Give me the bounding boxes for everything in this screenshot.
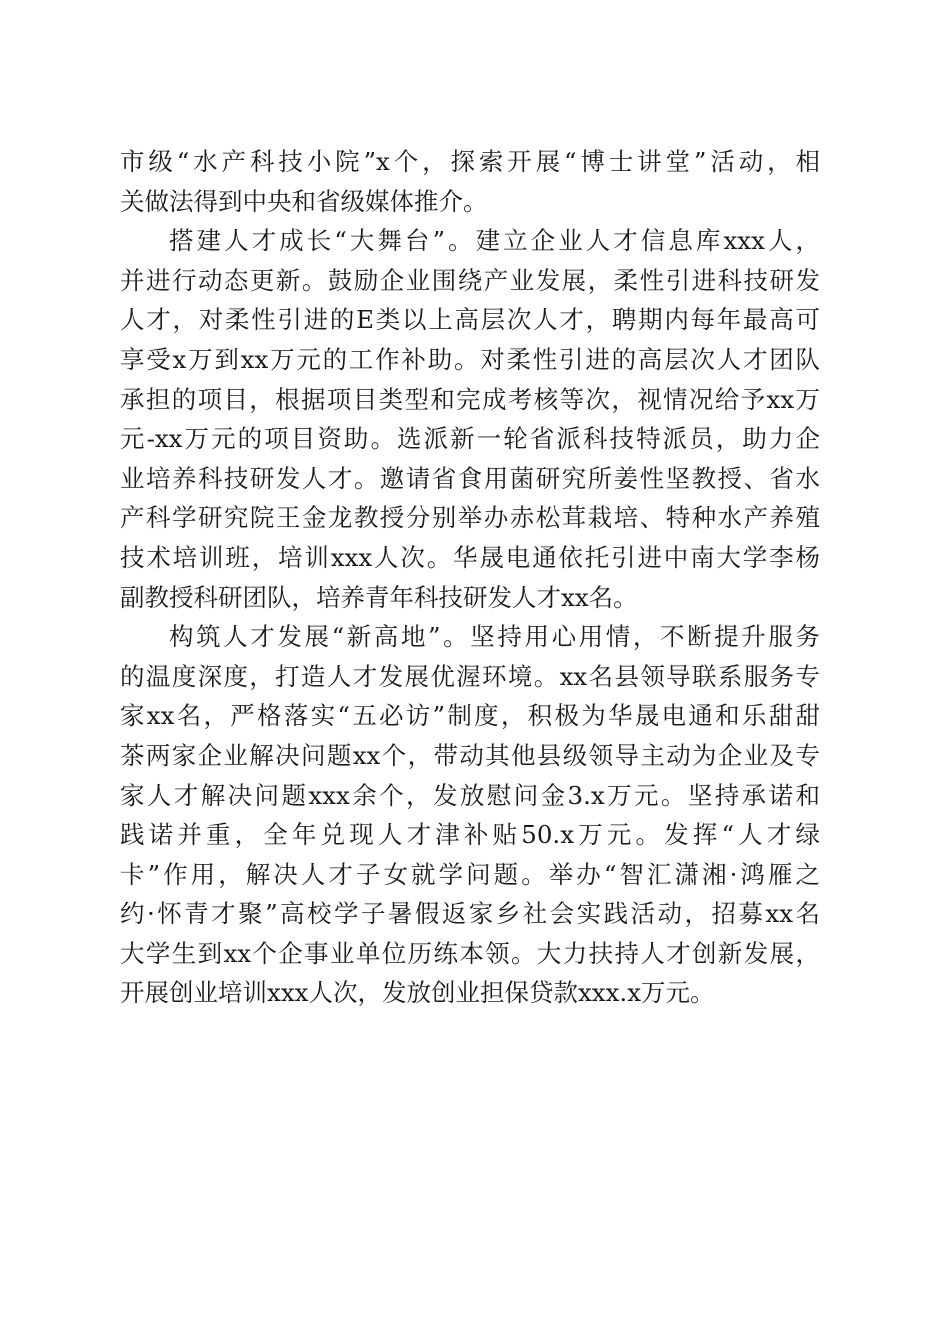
text-line: 的温度深度，打造人才发展优渥环境。xx名县领导联系服务专	[120, 661, 820, 691]
text-line: 开展创业培训xxx人次，发放创业担保贷款xxx.x万元。	[120, 978, 715, 1008]
text-line: 产科学研究院王金龙教授分别举办赤松茸栽培、特种水产养殖	[120, 503, 820, 533]
text-line: 市级“水产科技小院”x个，探索开展“博士讲堂”活动，相	[120, 147, 820, 176]
document-body	[120, 142, 820, 1013]
text-line: 构筑人才发展“新高地”。坚持用心用情，不断提升服务	[169, 622, 820, 652]
text-line: 家xx名，严格落实“五必访”制度，积极为华晟电通和乐甜甜	[120, 701, 820, 731]
text-line: 约·怀青才聚”高校学子暑假返家乡社会实践活动，招募xx名	[120, 899, 820, 929]
text-line: 践诺并重，全年兑现人才津补贴50.x万元。发挥“人才绿	[120, 820, 820, 850]
text-line: 卡”作用，解决人才子女就学问题。举办“智汇潇湘·鸿雁之	[120, 859, 820, 889]
text-line: 人才，对柔性引进的E类以上高层次人才，聘期内每年最高可	[120, 305, 820, 335]
text-line: 副教授科研团队，培养青年科技研发人才xx名。	[120, 582, 638, 612]
paragraph-3	[120, 617, 820, 1013]
text-line: 关做法得到中央和省级媒体推介。	[120, 186, 488, 216]
text-line: 家人才解决问题xxx余个，发放慰问金3.x万元。坚持承诺和	[120, 780, 820, 810]
text-line: 并进行动态更新。鼓励企业围绕产业发展，柔性引进科技研发	[120, 265, 820, 295]
text-line: 大学生到xx个企事业单位历练本领。大力扶持人才创新发展，	[120, 938, 820, 968]
paragraph-2	[120, 221, 820, 617]
text-line: 元-xx万元的项目资助。选派新一轮省派科技特派员，助力企	[120, 424, 820, 454]
paragraph-1	[120, 142, 820, 221]
text-line: 享受x万到xx万元的工作补助。对柔性引进的高层次人才团队	[120, 344, 820, 374]
text-line: 业培养科技研发人才。邀请省食用菌研究所姜性坚教授、省水	[120, 463, 820, 493]
text-line: 茶两家企业解决问题xx个，带动其他县级领导主动为企业及专	[120, 740, 820, 770]
text-line: 承担的项目，根据项目类型和完成考核等次，视情况给予xx万	[120, 384, 820, 414]
text-line: 技术培训班，培训xxx人次。华晟电通依托引进中南大学李杨	[120, 542, 820, 572]
text-line: 搭建人才成长“大舞台”。建立企业人才信息库xxx人，	[169, 226, 820, 256]
